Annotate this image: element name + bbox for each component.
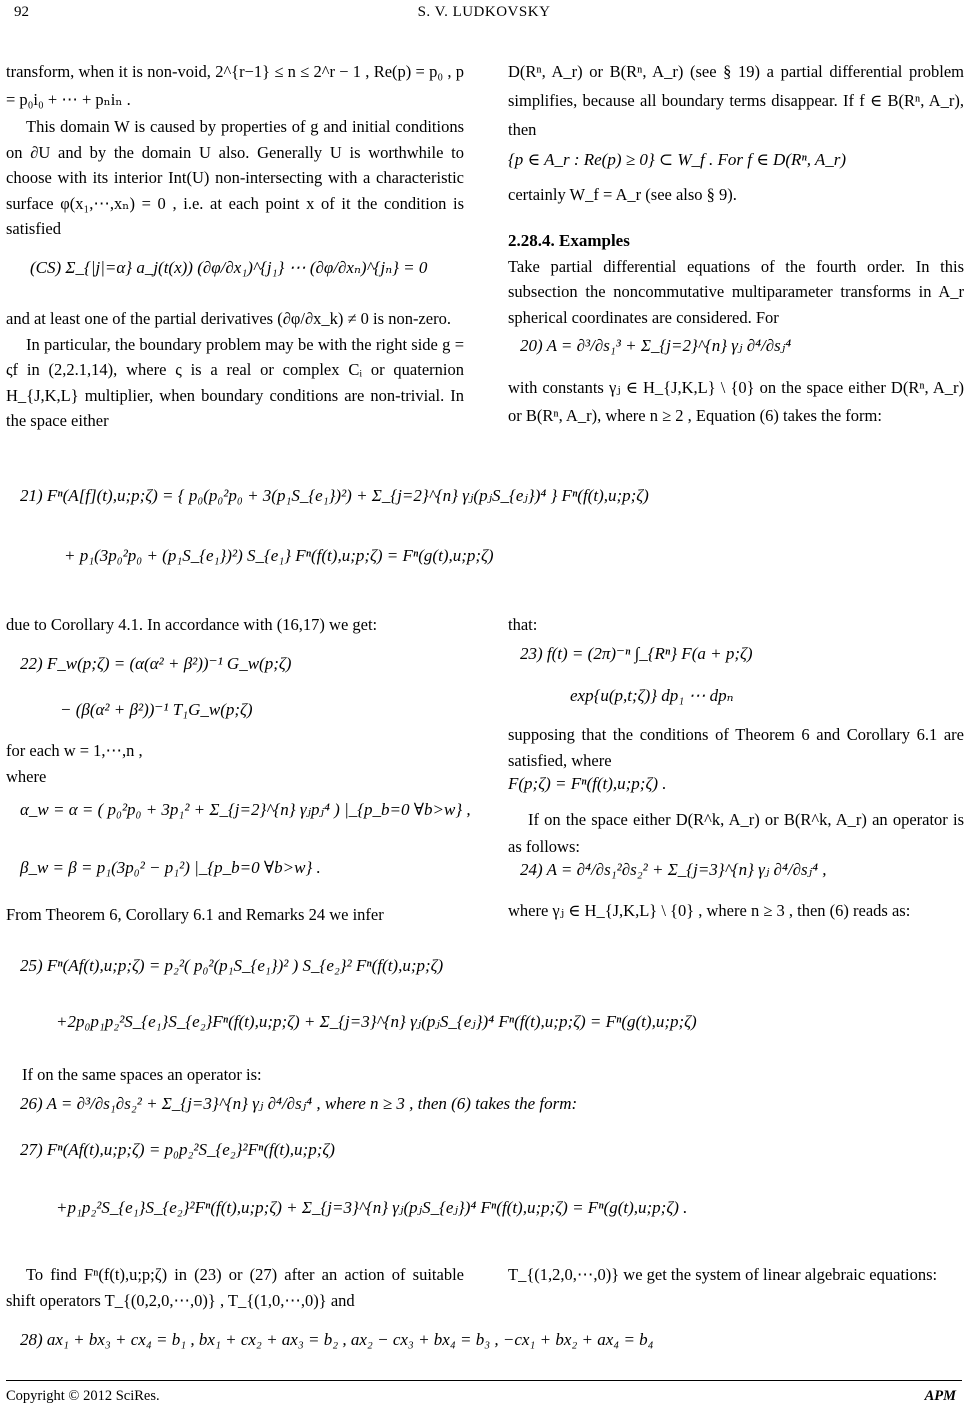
right-column-top-2	[508, 182, 964, 331]
equation-25-line-2: +2p₀p₁p₂²S_{e₁}S_{e₂}Fⁿ(f(t),u;p;ζ) + Σ_{j=3}^{n} γⱼ(pⱼS_{eⱼ})⁴ Fⁿ(f(t),u;p;ζ) = Fⁿ(g(t),u;p;ζ)	[56, 1012, 697, 1031]
paragraph: To find Fⁿ(f(t),u;p;ζ) in (23) or (27) after an action of suitable shift operators T_{(0,2,0,⋯,0)} , T_{(1,0,⋯,0)} and	[6, 1265, 464, 1310]
equation-24: 24) A = ∂⁴/∂s₁²∂s₂² + Σ_{j=3}^{n} γⱼ ∂⁴/∂sⱼ⁴ ,	[520, 860, 827, 879]
paragraph: where γⱼ ∈ H_{J,K,L} \ {0} , where n ≥ 3 , then (6) reads as:	[508, 901, 911, 920]
paragraph: for each w = 1,⋯,n ,	[6, 741, 143, 760]
equation-28: 28) ax₁ + bx₃ + cx₄ = b₁ , bx₁ + cx₂ + ax₃ = b₂ , ax₂ − cx₃ + bx₄ = b₃ , −cx₁ + bx₂ + ax₄ = b₄	[20, 1330, 654, 1349]
right-column-top-3	[508, 374, 964, 430]
equation-27-line-1: 27) Fⁿ(Af(t),u;p;ζ) = p₀p₂²S_{e₂}²Fⁿ(f(t),u;p;ζ)	[20, 1140, 335, 1159]
equation-22-line-1: 22) F_w(p;ζ) = (α(α² + β²))⁻¹ G_w(p;ζ)	[20, 654, 292, 673]
equation-22-line-2: − (β(α² + β²))⁻¹ T₁G_w(p;ζ)	[60, 700, 253, 719]
equation-26: 26) A = ∂³/∂s₁∂s₂² + Σ_{j=3}^{n} γⱼ ∂⁴/∂sⱼ⁴ , where n ≥ 3 , then (6) takes the form:	[20, 1094, 578, 1113]
equation-27-line-2: +p₁p₂²S_{e₁}S_{e₂}²Fⁿ(f(t),u;p;ζ) + Σ_{j=3}^{n} γⱼ(pⱼS_{eⱼ})⁴ Fⁿ(f(t),u;p;ζ) = Fⁿ(g(t),u;p;ζ) .	[56, 1198, 688, 1217]
right-column-middle-3	[508, 806, 964, 860]
right-column-middle	[508, 612, 964, 638]
equation-halfplane: {p ∈ A_r : Re(p) ≥ 0} ⊂ W_f . For f ∈ D(Rⁿ, A_r)	[508, 150, 847, 169]
equation-21-line-1: 21) Fⁿ(A[f](t),u;p;ζ) = { p₀(p₀²p₀ + 3(p₁S_{e₁})²) + Σ_{j=2}^{n} γⱼ(pⱼS_{eⱼ})⁴ } Fⁿ(f(t),u;p;ζ)	[20, 486, 649, 505]
paragraph: supposing that the conditions of Theorem 6 and Corollary 6.1 are satisfied, where	[508, 725, 964, 770]
paragraph: where	[6, 766, 47, 786]
section-title: 2.28.4. Examples	[508, 230, 630, 250]
paragraph: From Theorem 6, Corollary 6.1 and Remarks 24 we infer	[6, 905, 384, 924]
mid-text	[22, 1062, 952, 1088]
footer-rule	[6, 1380, 962, 1381]
paragraph: If on the space either D(R^k, A_r) or B(R^k, A_r) an operator is as follows:	[508, 810, 964, 857]
right-column-middle-2	[508, 722, 964, 773]
paragraph: This domain W is caused by properties of g and initial conditions on ∂U and by the domain U also. Generally U is worthwhile to choose with its interior Int(U) non-intersecting with a characteristic surface φ(x₁,⋯,xₙ) = 0 , i.e. at each point x of it the condition is satisfied	[6, 117, 464, 239]
footer-copyright: Copyright © 2012 SciRes.	[6, 1388, 160, 1404]
equation-20: 20) A = ∂³/∂s₁³ + Σ_{j=2}^{n} γⱼ ∂⁴/∂sⱼ⁴	[520, 336, 792, 355]
paragraph: Take partial differential equations of the fourth order. In this subsection the noncommutative multiparameter transforms in A_r spherical coordinates are considered. For	[508, 256, 964, 328]
paragraph: that:	[508, 615, 538, 634]
equation-beta: β_w = β = p₁(3p₀² − p₁²) |_{p_b=0 ∀b>w} .	[20, 858, 321, 877]
equation-23-line-2: exp{u(p,t;ζ)} dp₁ ⋯ dpₙ	[570, 686, 734, 705]
paragraph: In particular, the boundary problem may be with the right side g = ςf in (2,2.1,14), where ς is a real or complex Cᵢ or quaternion H_{J,K,L} multiplier, when boundary conditions are non-trivial. In the space either	[6, 334, 464, 431]
running-header-author: S. V. LUDKOVSKY	[417, 4, 551, 20]
paragraph: due to Corollary 4.1. In accordance with (16,17) we get:	[6, 615, 378, 634]
paragraph: with constants γⱼ ∈ H_{J,K,L} \ {0} on the space either D(Rⁿ, A_r) or B(Rⁿ, A_r), where n ≥ 2 , Equation (6) takes the form:	[508, 378, 964, 426]
left-column-middle-2	[6, 738, 464, 789]
paragraph: T_{(1,2,0,⋯,0)} we get the system of linear algebraic equations:	[508, 1265, 938, 1284]
paragraph: transform, when it is non-void, 2^{r−1} ≤ n ≤ 2^r − 1 , Re(p) = p₀ , p = p₀i₀ + ⋯ + pₙiₙ .	[6, 62, 464, 110]
page-number: 92	[14, 4, 29, 20]
equation-alpha: α_w = α = ( p₀²p₀ + 3p₁² + Σ_{j=2}^{n} γⱼpⱼ⁴ ) |_{p_b=0 ∀b>w} ,	[20, 800, 471, 819]
right-column-middle-4	[508, 898, 964, 924]
equation-23-line-1: 23) f(t) = (2π)⁻ⁿ ∫_{Rⁿ} F(a + p;ζ)	[520, 644, 753, 663]
left-column-middle	[6, 612, 464, 638]
equation-F-def: F(p;ζ) = Fⁿ(f(t),u;p;ζ) .	[508, 774, 667, 793]
left-column-middle-3	[6, 902, 464, 928]
footer-journal: APM	[924, 1388, 956, 1404]
left-column-top	[6, 58, 464, 242]
paragraph: certainly W_f = A_r (see also § 9).	[508, 185, 737, 204]
paragraph: D(Rⁿ, A_r) or B(Rⁿ, A_r) (see § 19) a partial differential problem simplifies, because all boundary terms disappear. If f ∈ B(Rⁿ, A_r), then	[508, 62, 964, 139]
bottom-left-paragraph	[6, 1262, 464, 1313]
equation-cs: (CS) Σ_{|j|=α} a_j(t(x)) (∂φ/∂x₁)^{j₁} ⋯ (∂φ/∂xₙ)^{jₙ} = 0	[30, 258, 428, 277]
paragraph: If on the same spaces an operator is:	[22, 1065, 262, 1084]
bottom-right-paragraph	[508, 1262, 964, 1288]
equation-25-line-1: 25) Fⁿ(Af(t),u;p;ζ) = p₂²( p₀²(p₁S_{e₁})² ) S_{e₂}² Fⁿ(f(t),u;p;ζ)	[20, 956, 444, 975]
right-column-top	[508, 58, 964, 145]
paragraph: and at least one of the partial derivatives (∂φ/∂x_k) ≠ 0 is non-zero.	[6, 309, 451, 328]
equation-21-line-2: + p₁(3p₀²p₀ + (p₁S_{e₁})²) S_{e₁} Fⁿ(f(t),u;p;ζ) = Fⁿ(g(t),u;p;ζ)	[64, 546, 494, 565]
left-column-top-2	[6, 306, 464, 434]
